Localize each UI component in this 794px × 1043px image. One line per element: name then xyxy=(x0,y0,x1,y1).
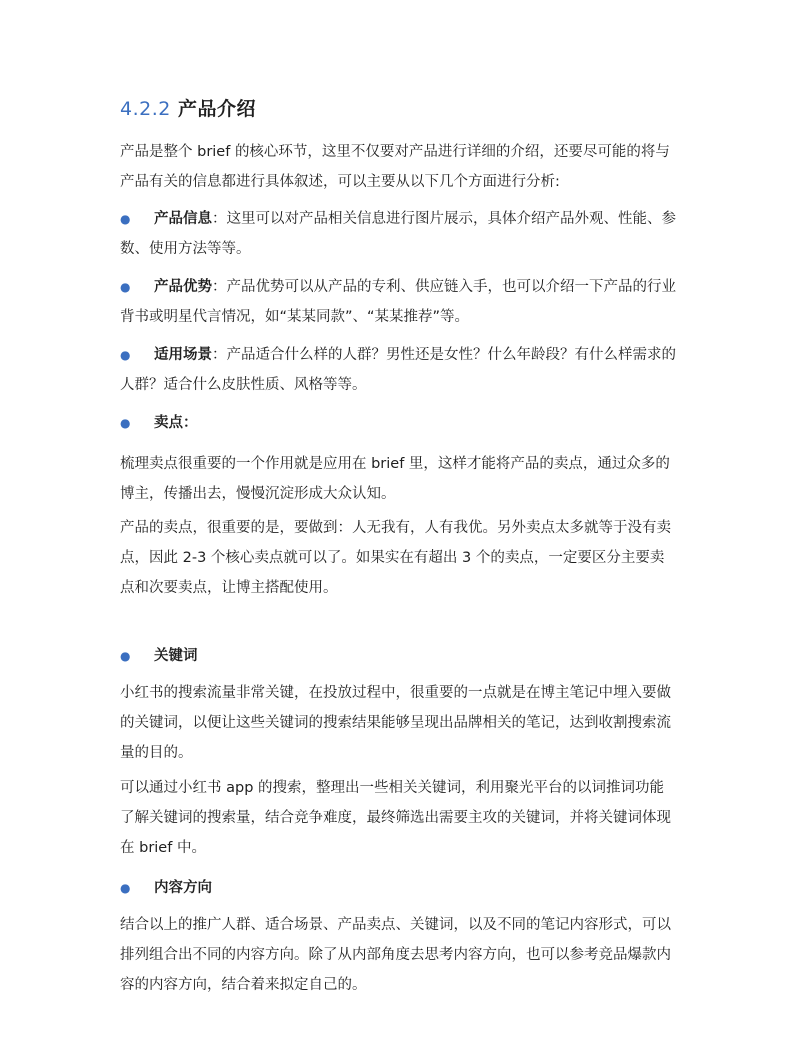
bullet-text: ：这里可以对产品相关信息进行图片展示，具体介绍产品外观、性能、参数、使用方法等等。 xyxy=(120,211,676,257)
bullet-dot-icon: ● xyxy=(120,649,131,663)
bullet-label: 关键词 xyxy=(154,648,198,664)
bullet-dot-icon: ● xyxy=(120,348,131,362)
bullet-dot-icon: ● xyxy=(120,212,131,226)
bullet-keywords xyxy=(120,641,676,671)
bullet-label: 适用场景 xyxy=(154,347,212,363)
section-number: 4.2.2 xyxy=(120,98,171,120)
content-direction-paragraph: 结合以上的推广人群、适合场景、产品卖点、关键词，以及不同的笔记内容形式，可以排列组合出不同的内容方向。除了从内部角度去思考内容方向，也可以参考竞品爆款内容的内容方向，结合着来拟定自己的。 xyxy=(120,917,671,993)
bullet-content-direction xyxy=(120,873,676,903)
selling-points-paragraph-1: 梳理卖点很重要的一个作用就是应用在 brief 里，这样才能将产品的卖点，通过众多的博主，传播出去，慢慢沉淀形成大众认知。 xyxy=(120,456,670,502)
keywords-paragraph-2: 可以通过小红书 app 的搜索，整理出一些相关关键词，利用聚光平台的以词推词功能了解关键词的搜索量，结合竞争难度，最终筛选出需要主攻的关键词，并将关键词体现在 brief 中。 xyxy=(120,780,671,856)
bullet-label: 卖点： xyxy=(154,415,198,431)
bullet-use-scenario xyxy=(120,340,676,400)
bullet-product-info xyxy=(120,204,676,264)
section-heading xyxy=(120,94,256,121)
bullet-dot-icon: ● xyxy=(120,881,131,895)
intro-paragraph: 产品是整个 brief 的核心环节，这里不仅要对产品进行详细的介绍，还要尽可能的将与产品有关的信息都进行具体叙述，可以主要从以下几个方面进行分析: xyxy=(120,144,670,190)
section-title: 产品介绍 xyxy=(177,98,256,120)
bullet-dot-icon: ● xyxy=(120,280,131,294)
bullet-dot-icon: ● xyxy=(120,416,131,430)
keywords-paragraph-1: 小红书的搜索流量非常关键，在投放过程中，很重要的一点就是在博主笔记中埋入要做的关键词，以便让这些关键词的搜索结果能够呈现出品牌相关的笔记，达到收割搜索流量的目的。 xyxy=(120,685,671,761)
bullet-text: ：产品适合什么样的人群？男性还是女性？什么年龄段？有什么样需求的人群？适合什么皮肤性质、风格等等。 xyxy=(120,347,676,393)
bullet-text: ：产品优势可以从产品的专利、供应链入手，也可以介绍一下产品的行业背书或明星代言情况，如“某某同款”、“某某推荐”等。 xyxy=(120,279,676,325)
bullet-selling-points xyxy=(120,408,676,438)
bullet-label: 产品优势 xyxy=(154,279,212,295)
bullet-label: 内容方向 xyxy=(154,880,212,896)
selling-points-paragraph-2: 产品的卖点，很重要的是，要做到：人无我有，人有我优。另外卖点太多就等于没有卖点，因此 2-3 个核心卖点就可以了。如果实在有超出 3 个的卖点，一定要区分主要卖点和次要卖点，让博主搭配使用。 xyxy=(120,520,671,596)
bullet-label: 产品信息 xyxy=(154,211,212,227)
bullet-product-advantage xyxy=(120,272,676,332)
